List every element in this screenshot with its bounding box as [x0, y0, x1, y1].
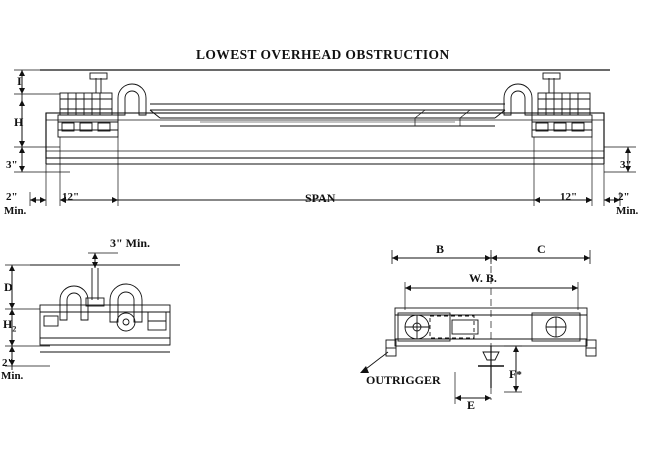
dim-e-label: E	[467, 398, 476, 412]
dim-h2-letter: H	[3, 317, 13, 331]
dim-c-label: C	[537, 242, 546, 256]
dim-f-letter: F	[509, 367, 517, 381]
dim-2in-section-min-label: Min.	[1, 370, 24, 382]
dim-f-asterisk: *	[516, 369, 522, 381]
dim-2in-left-min-label: Min.	[4, 205, 27, 217]
dim-h2-subscript: 2	[12, 324, 17, 334]
outrigger-label: OUTRIGGER	[366, 373, 441, 387]
dim-3in-right-label: 3"	[620, 159, 632, 171]
dim-i-label: I	[17, 74, 22, 88]
span-label: SPAN	[305, 191, 336, 205]
dim-f-label	[509, 368, 522, 382]
dim-b-label: B	[436, 242, 445, 256]
dim-wb-label: W. B.	[469, 271, 497, 285]
dim-h-label: H	[14, 115, 24, 129]
dim-3in-left-label: 3"	[6, 159, 18, 171]
dim-2in-right-label: 2"	[618, 191, 630, 203]
dim-2in-section-label: 2"	[2, 357, 14, 369]
dim-d-label: D	[4, 280, 13, 294]
dim-3in-min-label: 3" Min.	[110, 236, 150, 250]
dim-12in-left-label: 12"	[62, 191, 80, 203]
dim-12in-right-label: 12"	[560, 191, 578, 203]
dim-h2-label	[3, 318, 16, 334]
lowest-overhead-obstruction-label: LOWEST OVERHEAD OBSTRUCTION	[196, 47, 450, 62]
dim-2in-right-min-label: Min.	[616, 205, 639, 217]
dim-2in-left-label: 2"	[6, 191, 18, 203]
